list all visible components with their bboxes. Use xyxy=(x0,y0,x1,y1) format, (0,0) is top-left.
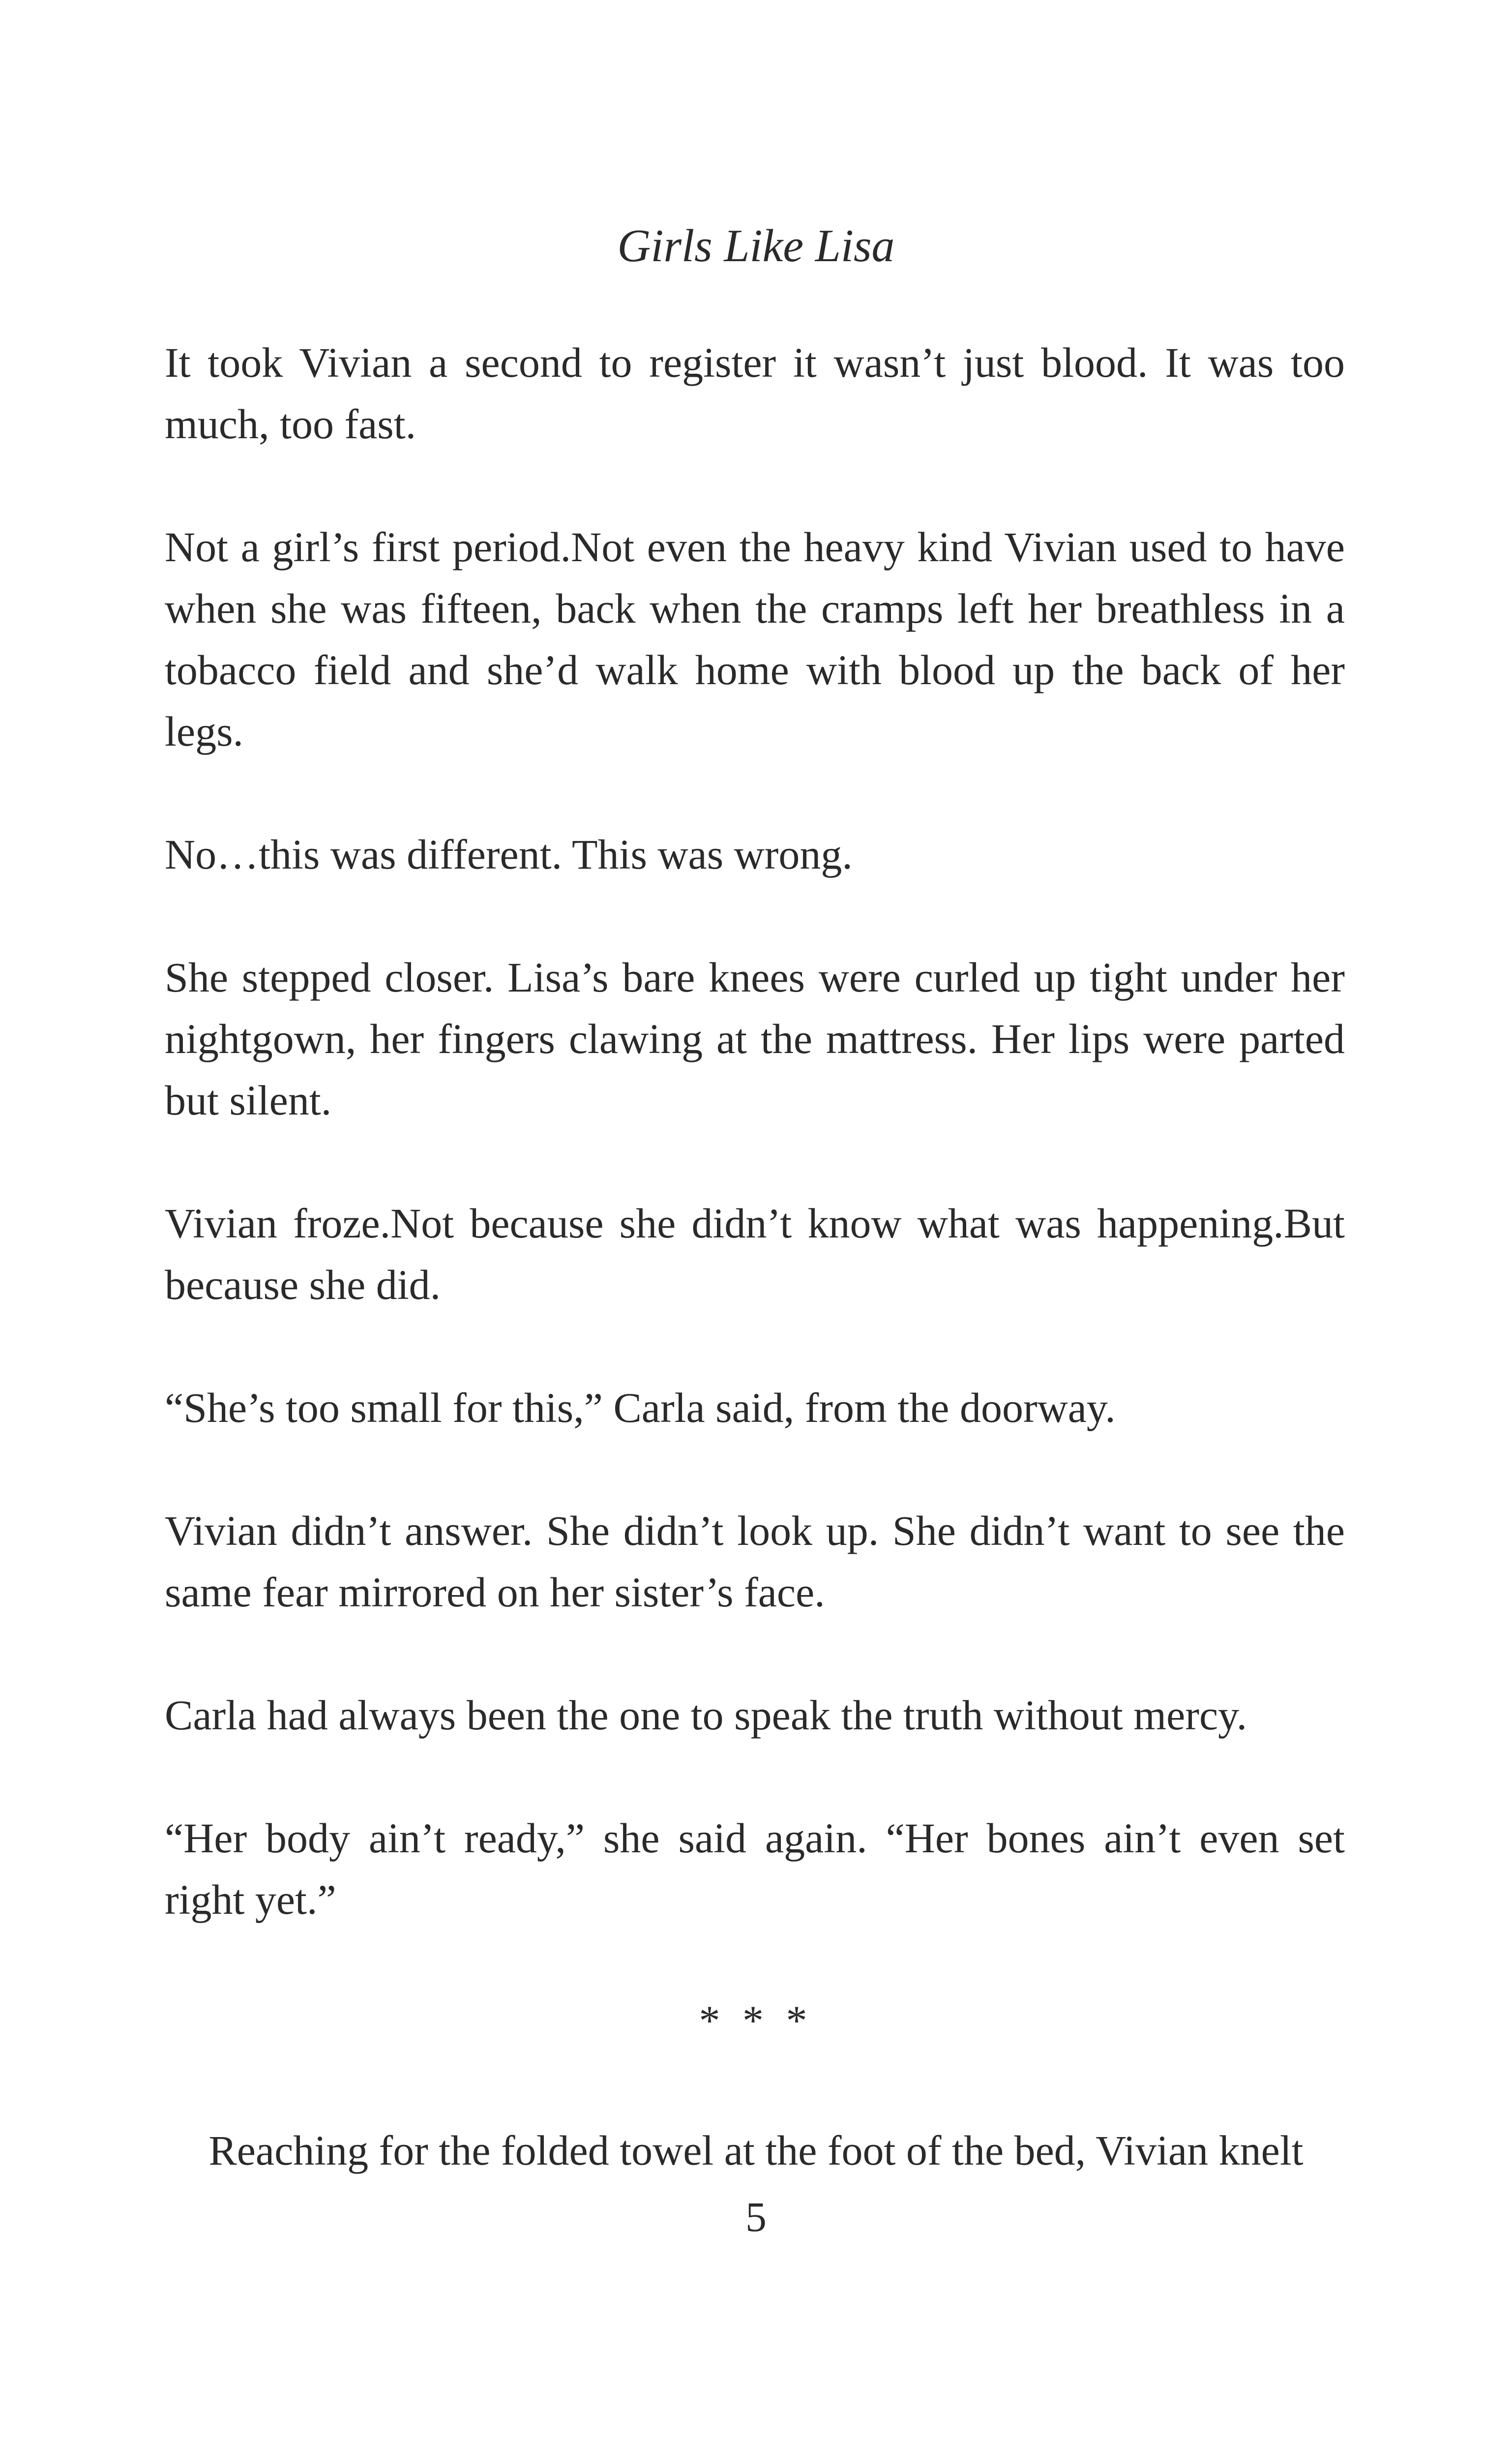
paragraph-9: “Her body ain’t ready,” she said again. “Her bones ain’t even set right yet.” xyxy=(165,1814,1345,1923)
paragraph-4: She stepped closer. Lisa’s bare knees were curled up tight under her nightgown, her fingers clawing at the mattress. Her lips were parted but silent. xyxy=(165,954,1345,1124)
paragraph-7: Vivian didn’t answer. She didn’t look up. She didn’t want to see the same fear mirrored on her sister’s face. xyxy=(165,1507,1345,1616)
paragraph-1: It took Vivian a second to register it wasn’t just blood. It was too much, too fast. xyxy=(165,339,1345,448)
final-line: Reaching for the folded towel at the foot of the bed, Vivian knelt xyxy=(208,2127,1304,2174)
paragraph-8: Carla had always been the one to speak the truth without mercy. xyxy=(165,1691,1247,1739)
running-header: Girls Like Lisa xyxy=(617,220,895,271)
paragraph-6: “She’s too small for this,” Carla said, from the doorway. xyxy=(165,1384,1116,1431)
scene-break: * * * xyxy=(699,1997,813,2044)
page-number: 5 xyxy=(745,2193,767,2240)
paragraph-2: Not a girl’s first period.Not even the heavy kind Vivian used to have when she was fifteen, back when the cramps left her breathless in a tobacco field and she’d walk home with blood up the back of her legs. xyxy=(165,523,1345,755)
paragraph-3: No…this was different. This was wrong. xyxy=(165,831,853,878)
body-text xyxy=(165,332,1345,1992)
paragraph-5: Vivian froze.Not because she didn’t know what was happening.But because she did. xyxy=(165,1200,1345,1308)
